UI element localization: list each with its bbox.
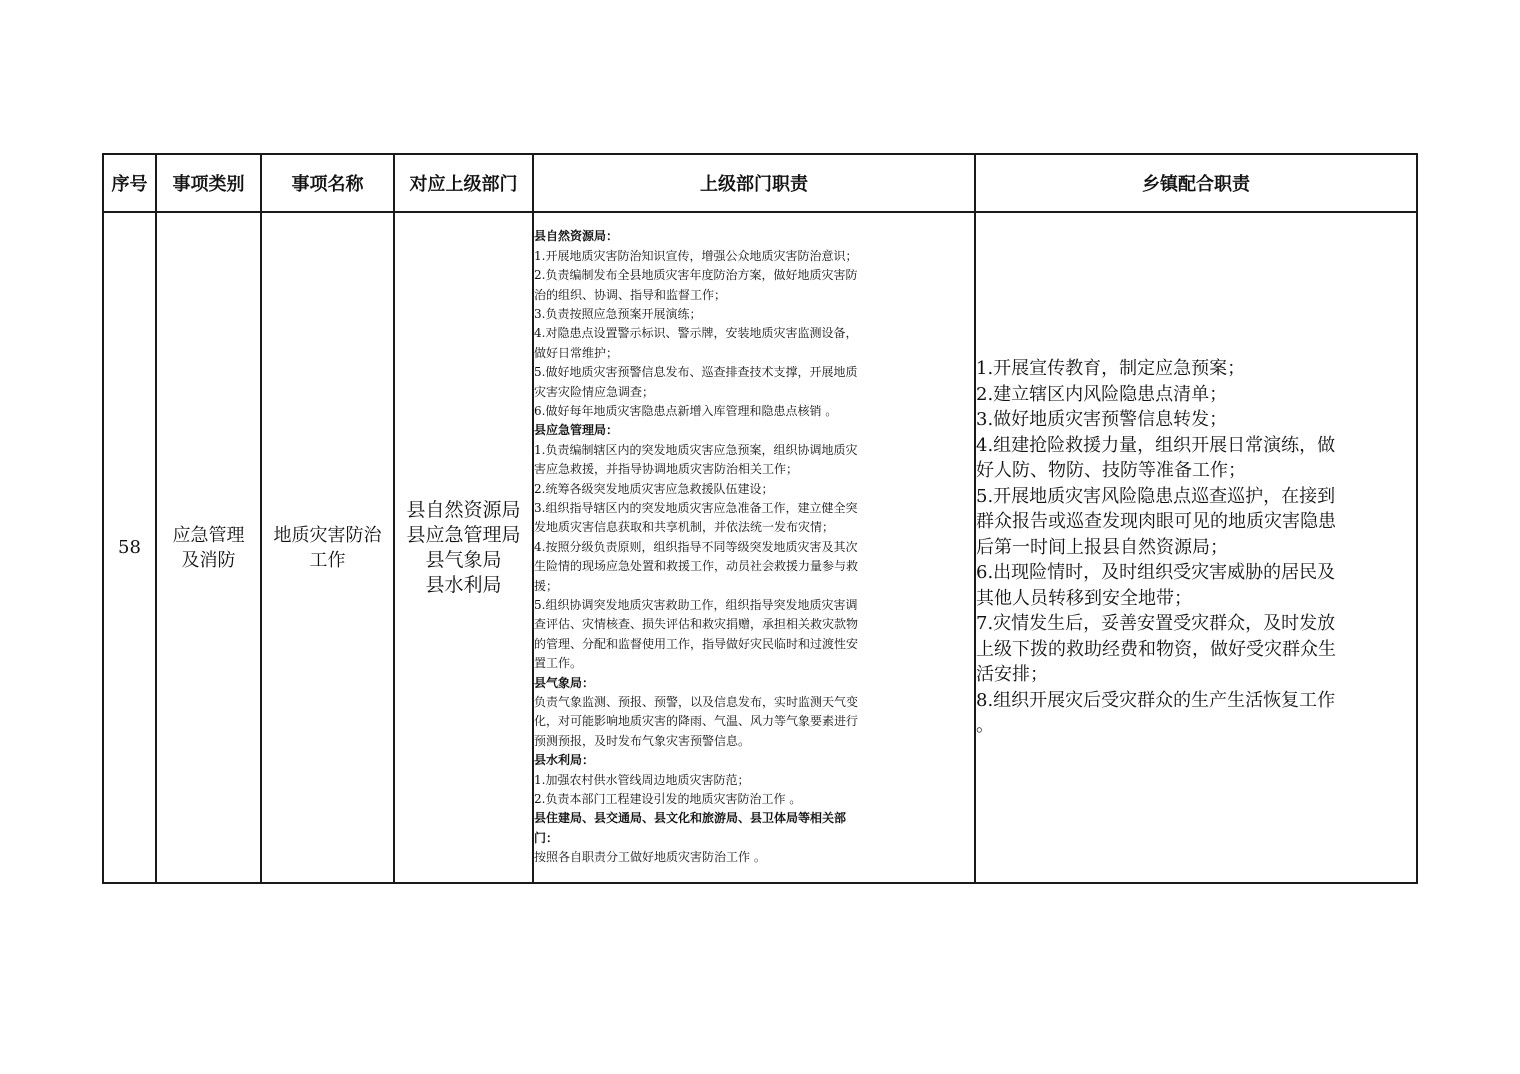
township-line: 后第一时间上报县自然资源局； [976,536,1228,558]
duty-line: 2.负责编制发布全县地质灾害年度防治方案，做好地质灾害防 [534,268,858,283]
duty-line: 害应急救援，并指导协调地质灾害防治相关工作； [534,462,799,477]
township-line: 上级下拨的救助经费和物资，做好受灾群众生 [976,638,1336,660]
township-line: 4.组建抢险救援力量，组织开展日常演练，做 [976,434,1336,456]
township-line: 。 [976,715,994,737]
header-name: 事项名称 [261,154,394,212]
duty-line: 发地质灾害信息获取和共享机制，并依法统一发布灾情； [534,520,835,535]
superior-duties-cell [533,212,975,883]
township-line: 2.建立辖区内风险隐患点清单； [976,383,1228,405]
township-line: 活安排； [976,664,1048,686]
duty-line: 3.负责按照应急预案开展演练； [534,306,702,321]
header-row [103,154,1417,212]
category-line: 应急管理 [172,524,245,546]
duty-line: 预测预报，及时发布气象灾害预警信息。 [534,733,751,748]
section-title: 县气象局： [534,675,595,690]
section-title: 县应急管理局： [534,423,619,438]
township-line: 7.灾情发生后，妥善安置受灾群众，及时发放 [976,613,1336,635]
duty-line: 1.加强农村供水管线周边地质灾害防范； [534,772,750,787]
township-line: 1.开展宣传教育，制定应急预案； [976,358,1246,380]
dept-line: 县自然资源局 [406,498,521,521]
duty-line: 1.开展地质灾害防治知识宣传，增强公众地质灾害防治意识； [534,248,858,263]
header-category: 事项类别 [156,154,261,212]
item-name-line: 地质灾害防治 [273,524,382,546]
duty-line: 2.负责本部门工程建设引发的地质灾害防治工作 。 [534,792,802,807]
header-township-duties: 乡镇配合职责 [975,154,1417,212]
dept-line: 县水利局 [425,573,502,596]
duty-line: 化，对可能影响地质灾害的降雨、气温、风力等气象要素进行 [534,714,859,729]
duty-line: 治的组织、协调、指导和监督工作； [534,287,727,302]
duty-line: 5.做好地质灾害预警信息发布、巡查排查技术支撑，开展地质 [534,365,858,380]
header-seq: 序号 [103,154,156,212]
duty-line: 生险情的现场应急处置和救援工作，动员社会救援力量参与救 [534,559,859,574]
item-name-cell [261,212,394,883]
table-row [103,212,1417,883]
duty-line: 灾害灾险情应急调查； [534,384,655,399]
township-line: 群众报告或巡查发现肉眼可见的地质灾害隐患 [976,511,1336,533]
duty-line: 5.组织协调突发地质灾害救助工作，组织指导突发地质灾害调 [534,598,858,613]
duty-line: 做好日常维护； [534,345,619,360]
dept-line: 县应急管理局 [406,523,521,546]
category-line: 及消防 [181,549,236,571]
item-name-line: 工作 [309,549,346,571]
seq-cell: 58 [103,212,156,883]
section-title: 县水利局： [534,753,595,768]
header-superior-duties: 上级部门职责 [533,154,975,212]
duty-line: 4.对隐患点设置警示标识、警示牌，安装地质灾害监测设备， [534,326,858,341]
township-duties-cell [975,212,1417,883]
dept-cell [394,212,533,883]
township-line: 5.开展地质灾害风险隐患点巡查巡护，在接到 [976,485,1336,507]
duty-line: 查评估、灾情核查、损失评估和救灾捐赠，承担相关救灾款物 [534,617,859,632]
duty-line: 4.按照分级负责原则，组织指导不同等级突发地质灾害及其次 [534,539,858,554]
township-line: 3.做好地质灾害预警信息转发； [976,409,1228,431]
township-line: 好人防、物防、技防等准备工作； [976,460,1246,482]
duty-line: 置工作。 [534,656,583,671]
section-title: 县住建局、县交通局、县文化和旅游局、县卫体局等相关部 [534,811,847,826]
section-title-cont: 门： [534,830,559,845]
header-dept: 对应上级部门 [394,154,533,212]
responsibility-table [102,153,1418,884]
duty-line: 6.做好每年地质灾害隐患点新增入库管理和隐患点核销 。 [534,403,838,418]
duty-line: 负责气象监测、预报、预警，以及信息发布，实时监测天气变 [534,695,859,710]
category-cell [156,212,261,883]
dept-line: 县气象局 [425,548,502,571]
section-title: 县自然资源局： [534,229,619,244]
duty-line: 1.负责编制辖区内的突发地质灾害应急预案，组织协调地质灾 [534,442,858,457]
duty-line: 3.组织指导辖区内的突发地质灾害应急准备工作，建立健全突 [534,500,858,515]
duty-line: 按照各自职责分工做好地质灾害防治工作 。 [534,850,766,865]
duty-line: 的管理、分配和监督使用工作，指导做好灾民临时和过渡性安 [534,636,859,651]
township-line: 6.出现险情时，及时组织受灾害威胁的居民及 [976,562,1336,584]
township-line: 8.组织开展灾后受灾群众的生产生活恢复工作 [976,689,1336,711]
duty-line: 2.统筹各级突发地质灾害应急救援队伍建设； [534,481,774,496]
township-line: 其他人员转移到安全地带； [976,587,1192,609]
duty-line: 援； [534,578,559,593]
